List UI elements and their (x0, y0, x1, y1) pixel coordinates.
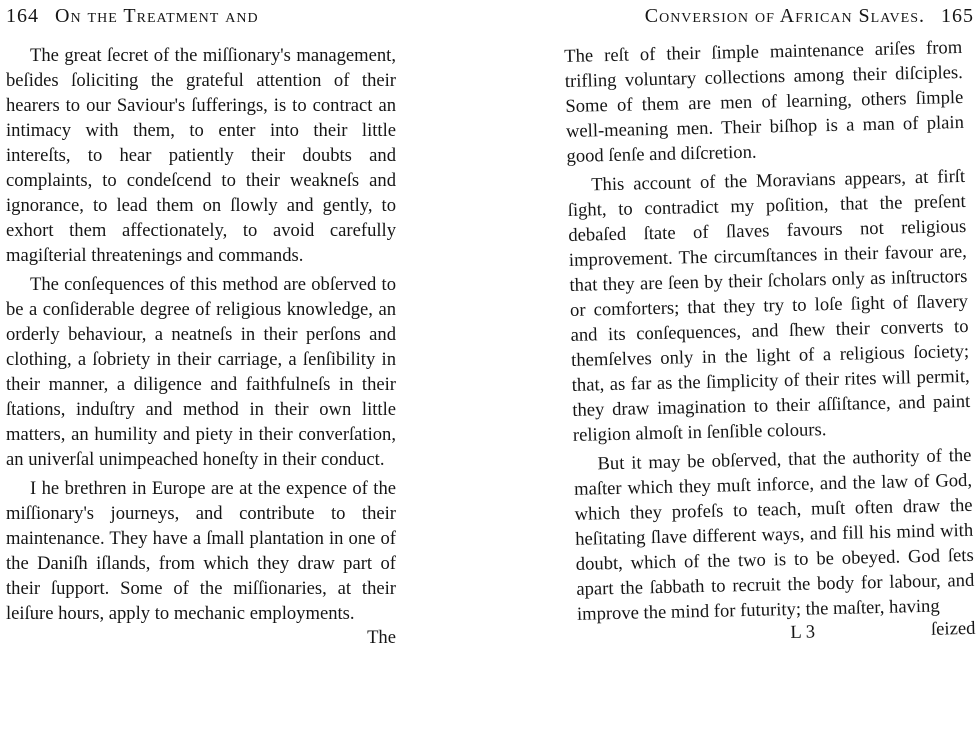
right-paragraph-1: The reſt of their ſimple maintenance ariſes from trifling voluntary collections among their diſciples. Some of them are men of learning, others ſimple well-meaning men. Their biſhop is a man of plain good ſenſe and diſcretion. (564, 36, 965, 167)
right-page-number: 165 (941, 5, 974, 27)
signature-mark: L 3 (790, 621, 816, 644)
left-paragraph-3: I he brethren in Europe are at the expence of the miſſionary's journeys, and contribute to their maintenance. They have a ſmall plantation in one of the Daniſh iſlands, from which they draw part of their ſupport. Some of the miſſionaries, at their leiſure hours, apply to mechanic employments. (6, 478, 396, 624)
right-paragraph-2: This account of the Moravians appears, at firſt ſight, to contradict my poſition, that the preſent debaſed ſtate of ſlaves favours not religious improvement. The circumſtances in their favour are, that they are ſeen by their ſcholars only as inſtructors or comforters; that they try to loſe ſight of ſlavery and its conſequences, and ſhew their converts to themſelves only in the light of a religious ſociety; that, as far as the ſimplicity of their rites will permit, they draw imagination to their aſſiſtance, and paint religion almoſt in ſenſible colours. (567, 165, 971, 446)
right-body-text (564, 35, 976, 649)
right-running-title: Conversion of African Slaves. (644, 5, 925, 27)
left-paragraph-2: The conſequences of this method are obſerved to be a conſiderable degree of religious knowledge, an orderly behaviour, a neatneſs in their perſons and clothing, a ſobriety in their carriage, a ſenſibility in their manner, a diligence and faithfulneſs in their ſtations, induſtry and method in their own little matters, an humility and piety in their converſation, an univerſal unimpeached honeſty in their conduct. (6, 274, 396, 470)
right-catchword: ſeized (930, 617, 976, 640)
right-page (490, 0, 980, 748)
left-paragraph-1: The great ſecret of the miſſionary's management, beſides ſoliciting the grateful attention of their hearers to our Saviour's ſufferings, is to contract an intimacy with them, to enter into their little intereſts, to hear patiently their doubts and complaints, to condeſcend to their weakneſs and ignorance, to lead them on ſlowly and gently, to exhort them affectionately, to avoid carefully magiſterial threatenings and commands. (6, 45, 396, 266)
left-running-head (6, 5, 259, 28)
right-running-head (645, 5, 974, 28)
left-running-title: On the Treatment and (55, 5, 259, 27)
right-paragraph-3: But it may be obſerved, that the authority of the maſter which they muſt inforce, and the law of God, which they profeſs to teach, muſt often draw the heſitating ſlave different ways, and fill his mind with doubt, which of the two is to be obeyed. God ſets apart the ſabbath to recruit the body for labour, and improve the mind for futurity; the maſter, having (573, 444, 975, 625)
left-catchword: The (367, 627, 396, 648)
left-page-number: 164 (6, 5, 39, 27)
left-body-text (6, 43, 396, 649)
